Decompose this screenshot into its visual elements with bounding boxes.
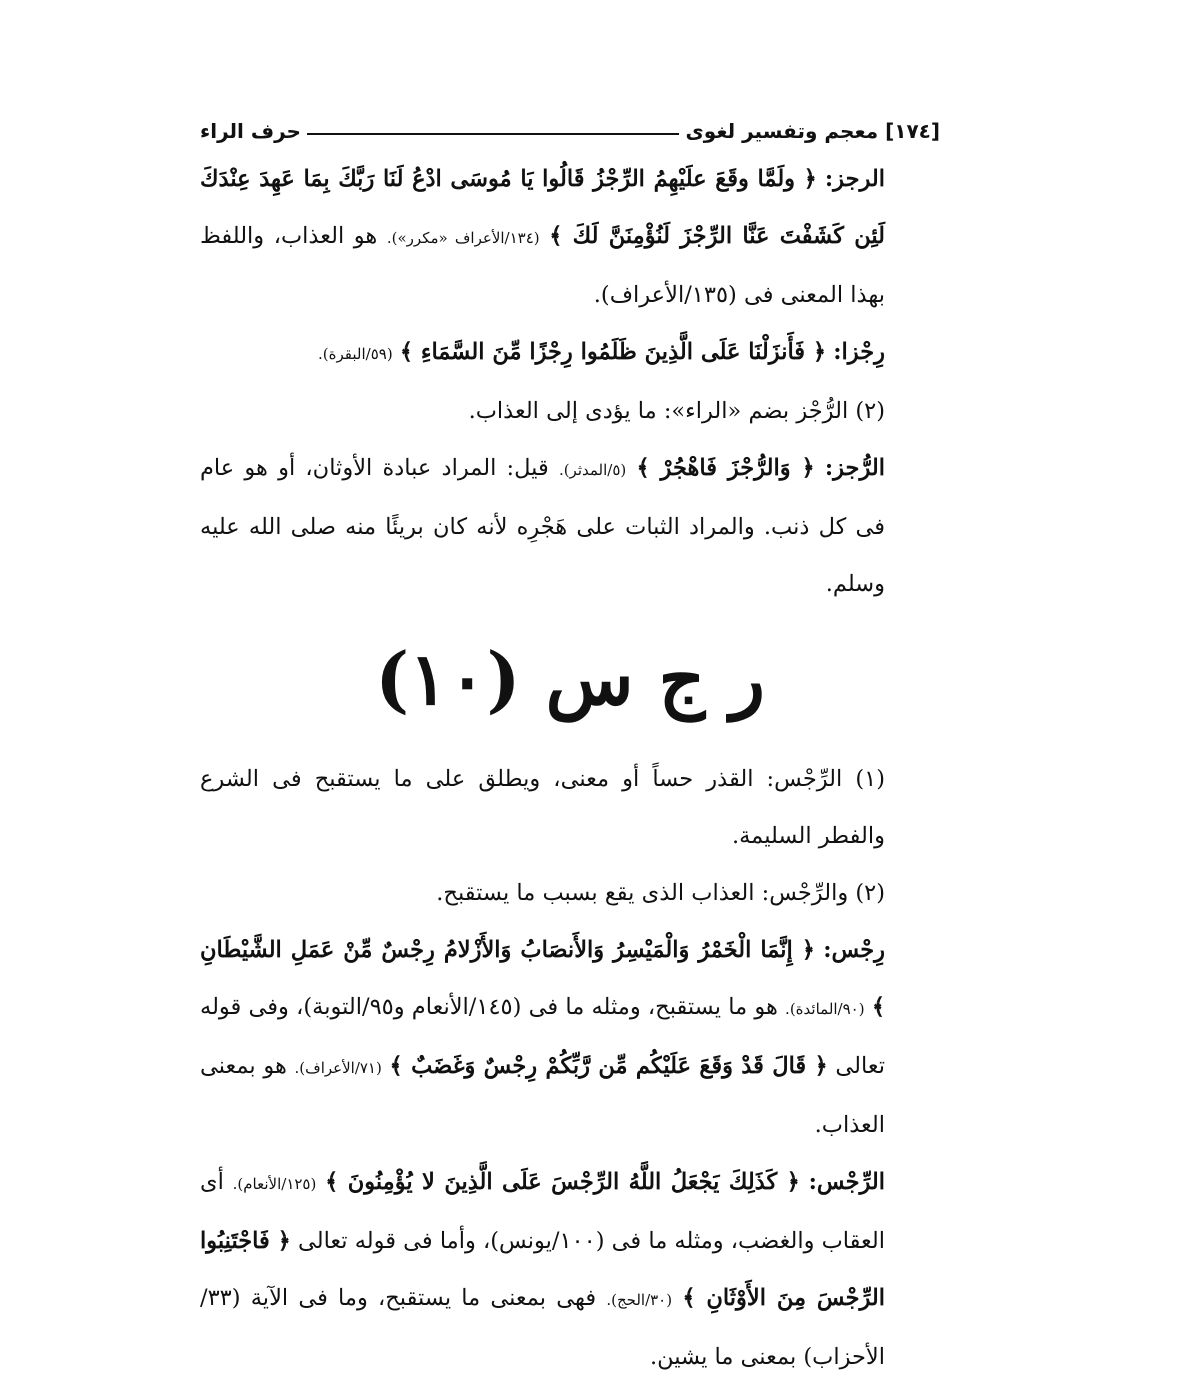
running-header bbox=[200, 105, 940, 141]
paragraph-text: هو بمعنى العذاب. bbox=[200, 1053, 885, 1138]
paragraph-text: قيل: المراد عبادة الأوثان، أو هو عام فى كل ذنب. والمراد الثبات على هَجْرِه لأنه كان بريئًا منه صلى الله عليه وسلم. bbox=[200, 455, 885, 597]
entry-term: الرُّجز: bbox=[824, 455, 885, 481]
verse-reference: (٥/المدثر). bbox=[558, 461, 627, 479]
verse-reference: (١٢٥/الأنعام). bbox=[232, 1175, 317, 1193]
entry-term: رِجْس: bbox=[823, 937, 886, 963]
paragraph-text: أى العقاب والغضب، ومثله ما فى (١٠٠/يونس)، وأما فى قوله تعالى bbox=[200, 1169, 886, 1254]
paragraph-rijs-2 bbox=[200, 865, 940, 922]
paragraph-rijs-4 bbox=[200, 1154, 940, 1386]
paragraph-rijz-1 bbox=[200, 151, 940, 324]
quran-quote: ﴿ إِنَّمَا الْخَمْرُ وَالْمَيْسِرُ وَالأَنصَابُ وَالأَزْلامُ رِجْسٌ مِّنْ عَمَلِ الشَّيْطَانِ ﴾ bbox=[200, 937, 885, 1020]
quran-quote: ﴿ قَالَ قَدْ وَقَعَ عَلَيْكُم مِّن رَّبِّكُمْ رِجْسٌ وَغَضَبٌ ﴾ bbox=[389, 1053, 828, 1079]
page-title: [١٧٤] معجم وتفسير لغوى bbox=[685, 119, 940, 143]
quran-quote: ﴿ فَاجْتَنِبُوا الرِّجْسَ مِنَ الأَوْثَانِ ﴾ bbox=[200, 1228, 886, 1311]
paragraph-text: فهى بمعنى ما يستقبح، وما فى الآية (٣٣/الأحزاب) بمعنى ما يشين. bbox=[200, 1285, 885, 1370]
paragraph-rijz-3 bbox=[200, 383, 940, 440]
quran-quote: ﴿ وَالرُّجْزَ فَاهْجُرْ ﴾ bbox=[636, 455, 815, 481]
paragraph-text: (١) الرِّجْس: القذر حساً أو معنى، ويطلق على ما يستقبح فى الشرع والفطر السليمة. bbox=[200, 766, 885, 849]
paragraph-rijs-1 bbox=[200, 751, 940, 865]
paragraph-text: هو ما يستقبح، ومثله ما فى (١٤٥/الأنعام و٩٥/التوبة)، وفى قوله تعالى bbox=[200, 994, 886, 1079]
verse-reference: (٣٠/الحج). bbox=[606, 1291, 673, 1309]
paragraph-rijz-4 bbox=[200, 440, 940, 613]
quran-quote: ﴿ ولَمَّا وقَعَ علَيْهِمُ الرِّجْزُ قَالُوا يَا مُوسَى ادْعُ لَنَا رَبَّكَ بِمَا عَهِدَ عِنْدَكَ لَئِن كَشَفْتَ عَنَّا الرِّجْزَ لَنُؤْمِنَنَّ لَكَ ﴾ bbox=[200, 166, 886, 249]
book-page bbox=[200, 105, 940, 1386]
header-rule bbox=[307, 133, 680, 135]
paragraph-text: (٢) والرِّجْس: العذاب الذى يقع بسبب ما يستقبح. bbox=[436, 880, 885, 906]
verse-reference: (٩٠/المائدة). bbox=[785, 1000, 865, 1018]
verse-reference: (١٣٤/الأعراف «مكرر»). bbox=[386, 229, 540, 247]
verse-reference: (٥٩/البقرة). bbox=[318, 345, 393, 363]
paragraph-rijs-3 bbox=[200, 922, 940, 1154]
quran-quote: ﴿ فَأَنزَلْنَا عَلَى الَّذِينَ ظَلَمُوا رِجْزًا مِّنَ السَّمَاءِ ﴾ bbox=[399, 339, 827, 365]
root-heading: ر ج س (١٠) bbox=[375, 636, 765, 721]
quran-quote: ﴿ كَذَلِكَ يَجْعَلُ اللَّهُ الرِّجْسَ عَلَى الَّذِينَ لا يُؤْمِنُونَ ﴾ bbox=[325, 1169, 800, 1195]
paragraph-text: هو العذاب، واللفظ بهذا المعنى فى (١٣٥/الأعراف). bbox=[200, 223, 885, 308]
chapter-title: حرف الراء bbox=[200, 119, 301, 143]
entry-term: الرِّجْس: bbox=[808, 1169, 886, 1195]
entry-term: الرجز: bbox=[824, 166, 885, 192]
section-rijs bbox=[200, 751, 940, 1386]
paragraph-rijz-2 bbox=[200, 324, 940, 383]
section-rijz bbox=[200, 151, 940, 613]
verse-reference: (٧١/الأعراف). bbox=[294, 1059, 382, 1077]
paragraph-text: (٢) الرُّجْز بضم «الراء»: ما يؤدى إلى العذاب. bbox=[468, 398, 885, 424]
entry-term: رِجْزا: bbox=[833, 339, 885, 365]
